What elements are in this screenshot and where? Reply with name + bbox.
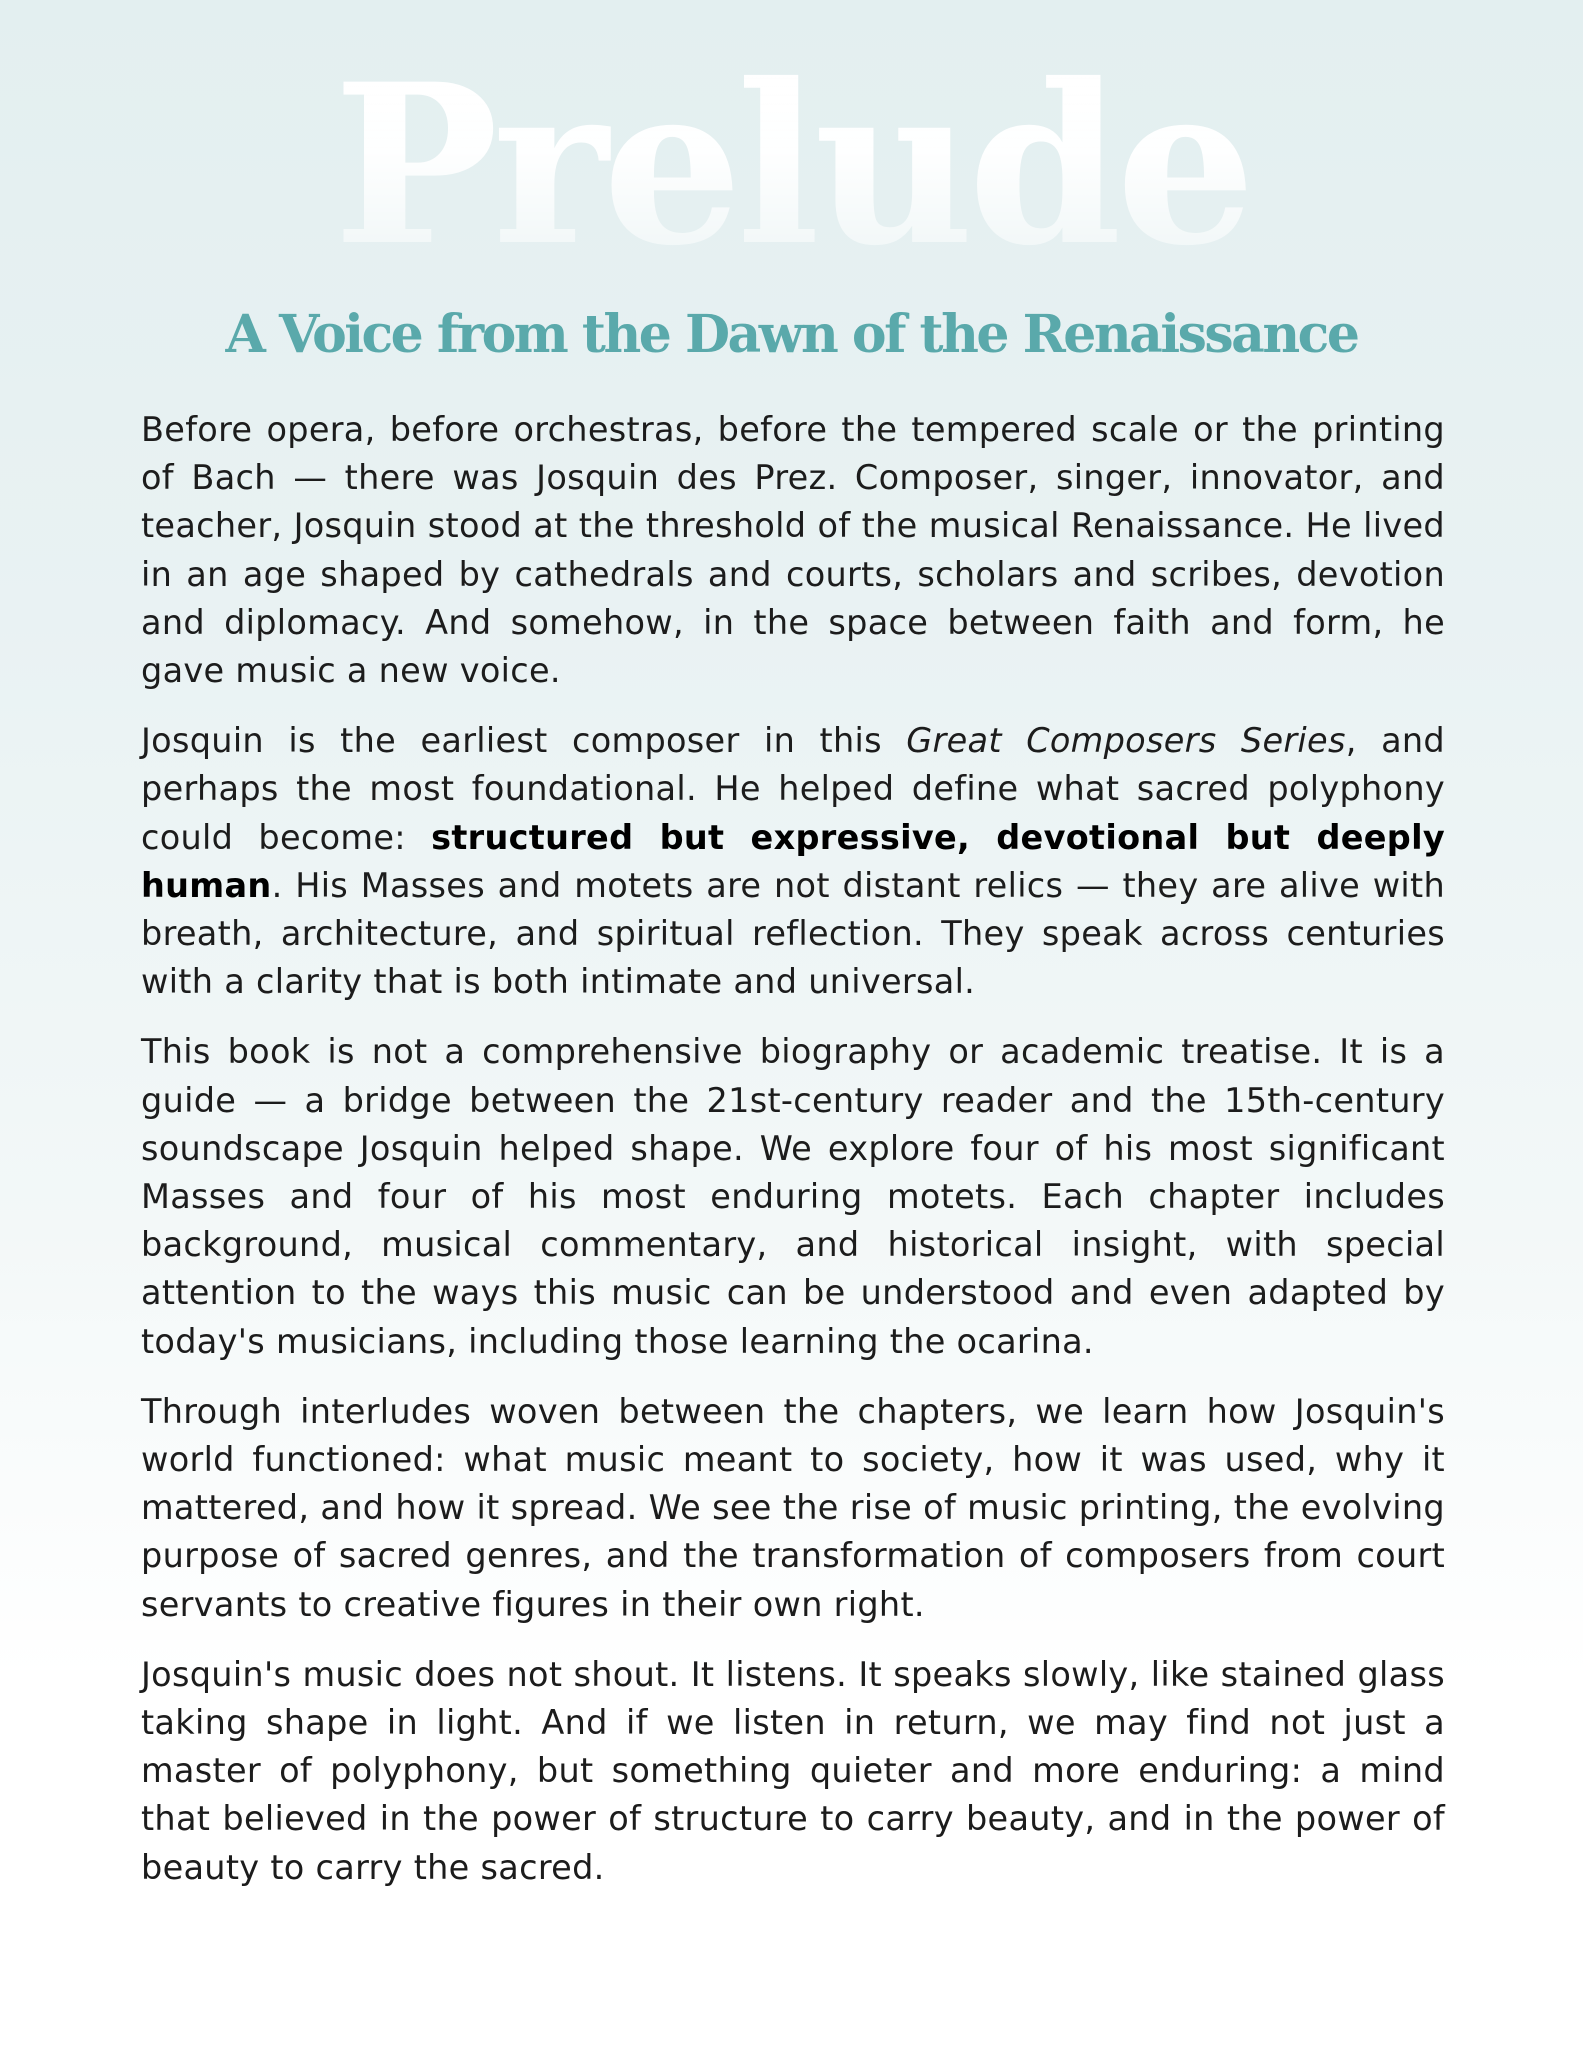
page-subtitle: A Voice from the Dawn of the Renaissance [225,304,1358,365]
paragraph-interludes: Through interludes woven between the chapters, we learn how Josquin's world functioned: what music meant to society, how it was used, why it mattered, and how it spread. We see the rise of music printing, the evolving purpose of sacred genres, and the transformation of composers from court servants to creative figures in their own right. [141,1391,1445,1624]
paragraph-book-guide: This book is not a comprehensive biography or academic treatise. It is a guide — a bridge between the 21st-century reader and the 15th-century soundscape Josquin helped shape. We explore four of his most significant Masses and four of his most enduring motets. Each chapter includes background, musical commentary, and historical insight, with special attention to the ways this music can be understood and even adapted by today's musicians, including those learning the ocarina. [141,1032,1445,1361]
series-title-italic: Great Composers Series [906,721,1346,761]
paragraph-series-text-2: , and perhaps the most foundational. He helped define what sacred polyphony could become: [141,721,1445,857]
page-title-watermark: Prelude [0,40,1583,290]
paragraph-series [141,717,1445,1006]
emphasis-bold: structured but expressive, devotional but deeply human [141,817,1445,905]
paragraph-series-text-3: . His Masses and motets are not distant relics — they are alive with breath, architecture, and spiritual reflection. They speak across centuries with a clarity that is both intimate and universal. [141,865,1445,1002]
body-text [141,406,1445,1892]
paragraph-series-text-1: Josquin is the earliest composer in this [141,721,907,761]
paragraph-intro: Before opera, before orchestras, before the tempered scale or the printing of Bach — there was Josquin des Prez. Composer, singer, innovator, and teacher, Josquin stood at the threshold of the musical Renaissance. He lived in an age shaped by cathedrals and courts, scholars and scribes, devotion and diplomacy. And somehow, in the space between faith and form, he gave music a new voice. [141,410,1445,691]
paragraph-closing: Josquin's music does not shout. It listens. It speaks slowly, like stained glass taking shape in light. And if we listen in return, we may find not just a master of polyphony, but something quieter and more enduring: a mind that believed in the power of structure to carry beauty, and in the power of beauty to carry the sacred. [141,1654,1445,1887]
page-header [0,0,1583,370]
